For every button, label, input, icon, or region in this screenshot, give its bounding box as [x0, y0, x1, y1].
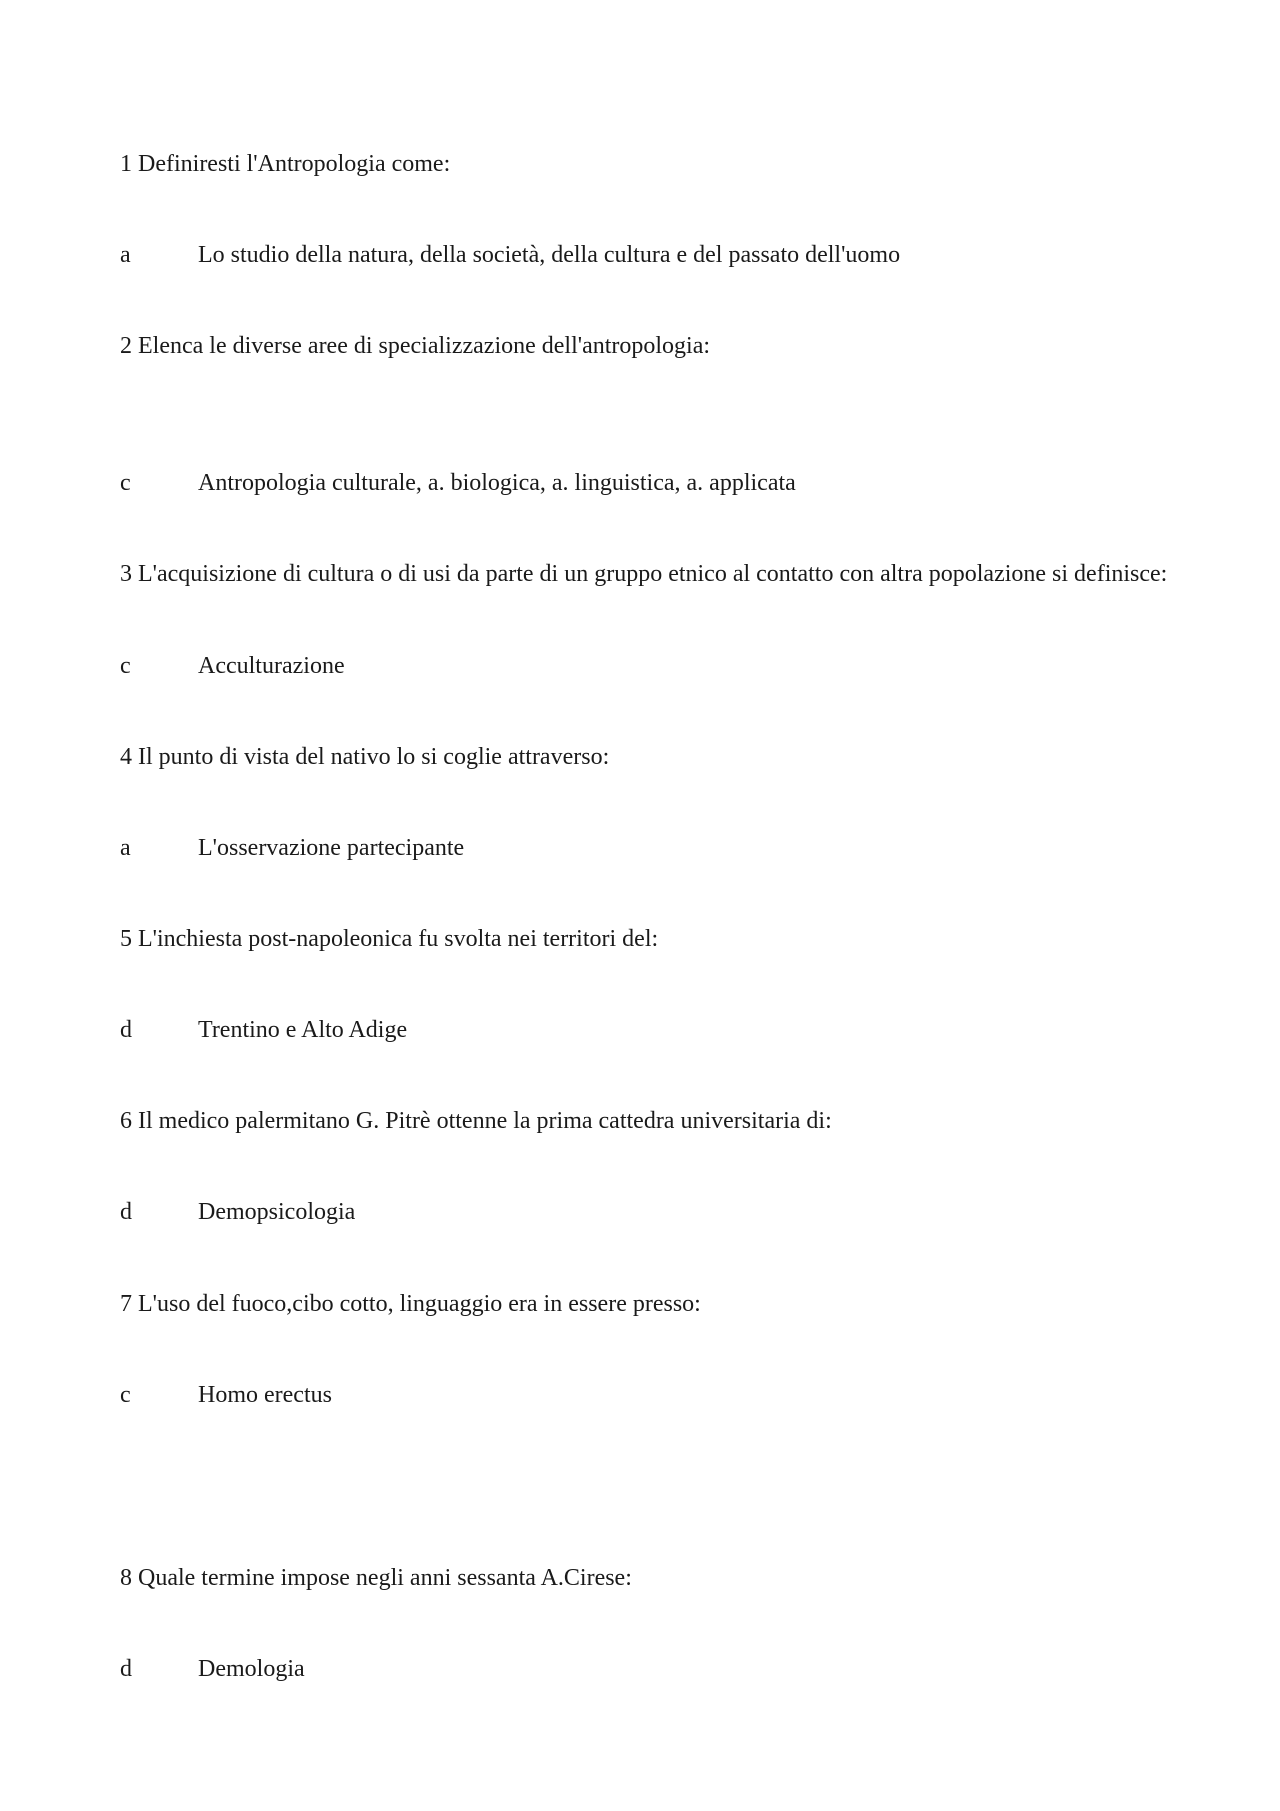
answer-5: [120, 1015, 407, 1045]
question-text: Il punto di vista del nativo lo si coglie attraverso:: [138, 744, 610, 770]
question-2: [120, 331, 710, 361]
answer-letter: c: [120, 653, 131, 679]
answer-text: Trentino e Alto Adige: [198, 1017, 408, 1043]
answer-3: [120, 651, 345, 681]
answer-text: Antropologia culturale, a. biologica, a. linguistica, a. applicata: [198, 470, 796, 496]
answer-text: Lo studio della natura, della società, della cultura e del passato dell'uomo: [198, 242, 901, 268]
answer-text: Homo erectus: [198, 1382, 332, 1408]
question-number: 1: [120, 151, 132, 177]
question-text: Definiresti l'Antropologia come:: [138, 151, 451, 177]
question-5: [120, 924, 658, 954]
question-6: [120, 1106, 832, 1136]
question-number: 6: [120, 1108, 132, 1134]
answer-7: [120, 1380, 332, 1410]
question-text: L'uso del fuoco,cibo cotto, linguaggio era in essere presso:: [138, 1291, 701, 1317]
answer-text: Demologia: [198, 1656, 305, 1682]
question-number: 4: [120, 744, 132, 770]
question-text: L'inchiesta post-napoleonica fu svolta nei territori del:: [138, 926, 659, 952]
answer-2: [120, 468, 796, 498]
question-number: 7: [120, 1291, 132, 1317]
question-1: [120, 149, 450, 179]
answer-letter: a: [120, 835, 131, 861]
question-3: [120, 559, 1167, 589]
question-text: L'acquisizione di cultura o di usi da parte di un gruppo etnico al contatto con altra popolazione si definisce:: [138, 561, 1168, 587]
answer-letter: c: [120, 470, 131, 496]
answer-letter: d: [120, 1017, 132, 1043]
answer-text: Demopsicologia: [198, 1199, 356, 1225]
question-text: Il medico palermitano G. Pitrè ottenne la prima cattedra universitaria di:: [138, 1108, 832, 1134]
answer-1: [120, 240, 900, 270]
answer-letter: c: [120, 1382, 131, 1408]
answer-6: [120, 1197, 355, 1227]
question-text: Quale termine impose negli anni sessanta A.Cirese:: [138, 1565, 632, 1591]
answer-letter: d: [120, 1199, 132, 1225]
question-number: 5: [120, 926, 132, 952]
answer-8: [120, 1654, 305, 1684]
question-number: 8: [120, 1565, 132, 1591]
answer-text: Acculturazione: [198, 653, 345, 679]
question-4: [120, 742, 609, 772]
question-number: 2: [120, 333, 132, 359]
question-number: 3: [120, 561, 132, 587]
answer-letter: a: [120, 242, 131, 268]
question-7: [120, 1289, 701, 1319]
answer-4: [120, 833, 464, 863]
answer-text: L'osservazione partecipante: [198, 835, 465, 861]
question-8: [120, 1563, 632, 1593]
question-text: Elenca le diverse aree di specializzazione dell'antropologia:: [138, 333, 711, 359]
answer-letter: d: [120, 1656, 132, 1682]
